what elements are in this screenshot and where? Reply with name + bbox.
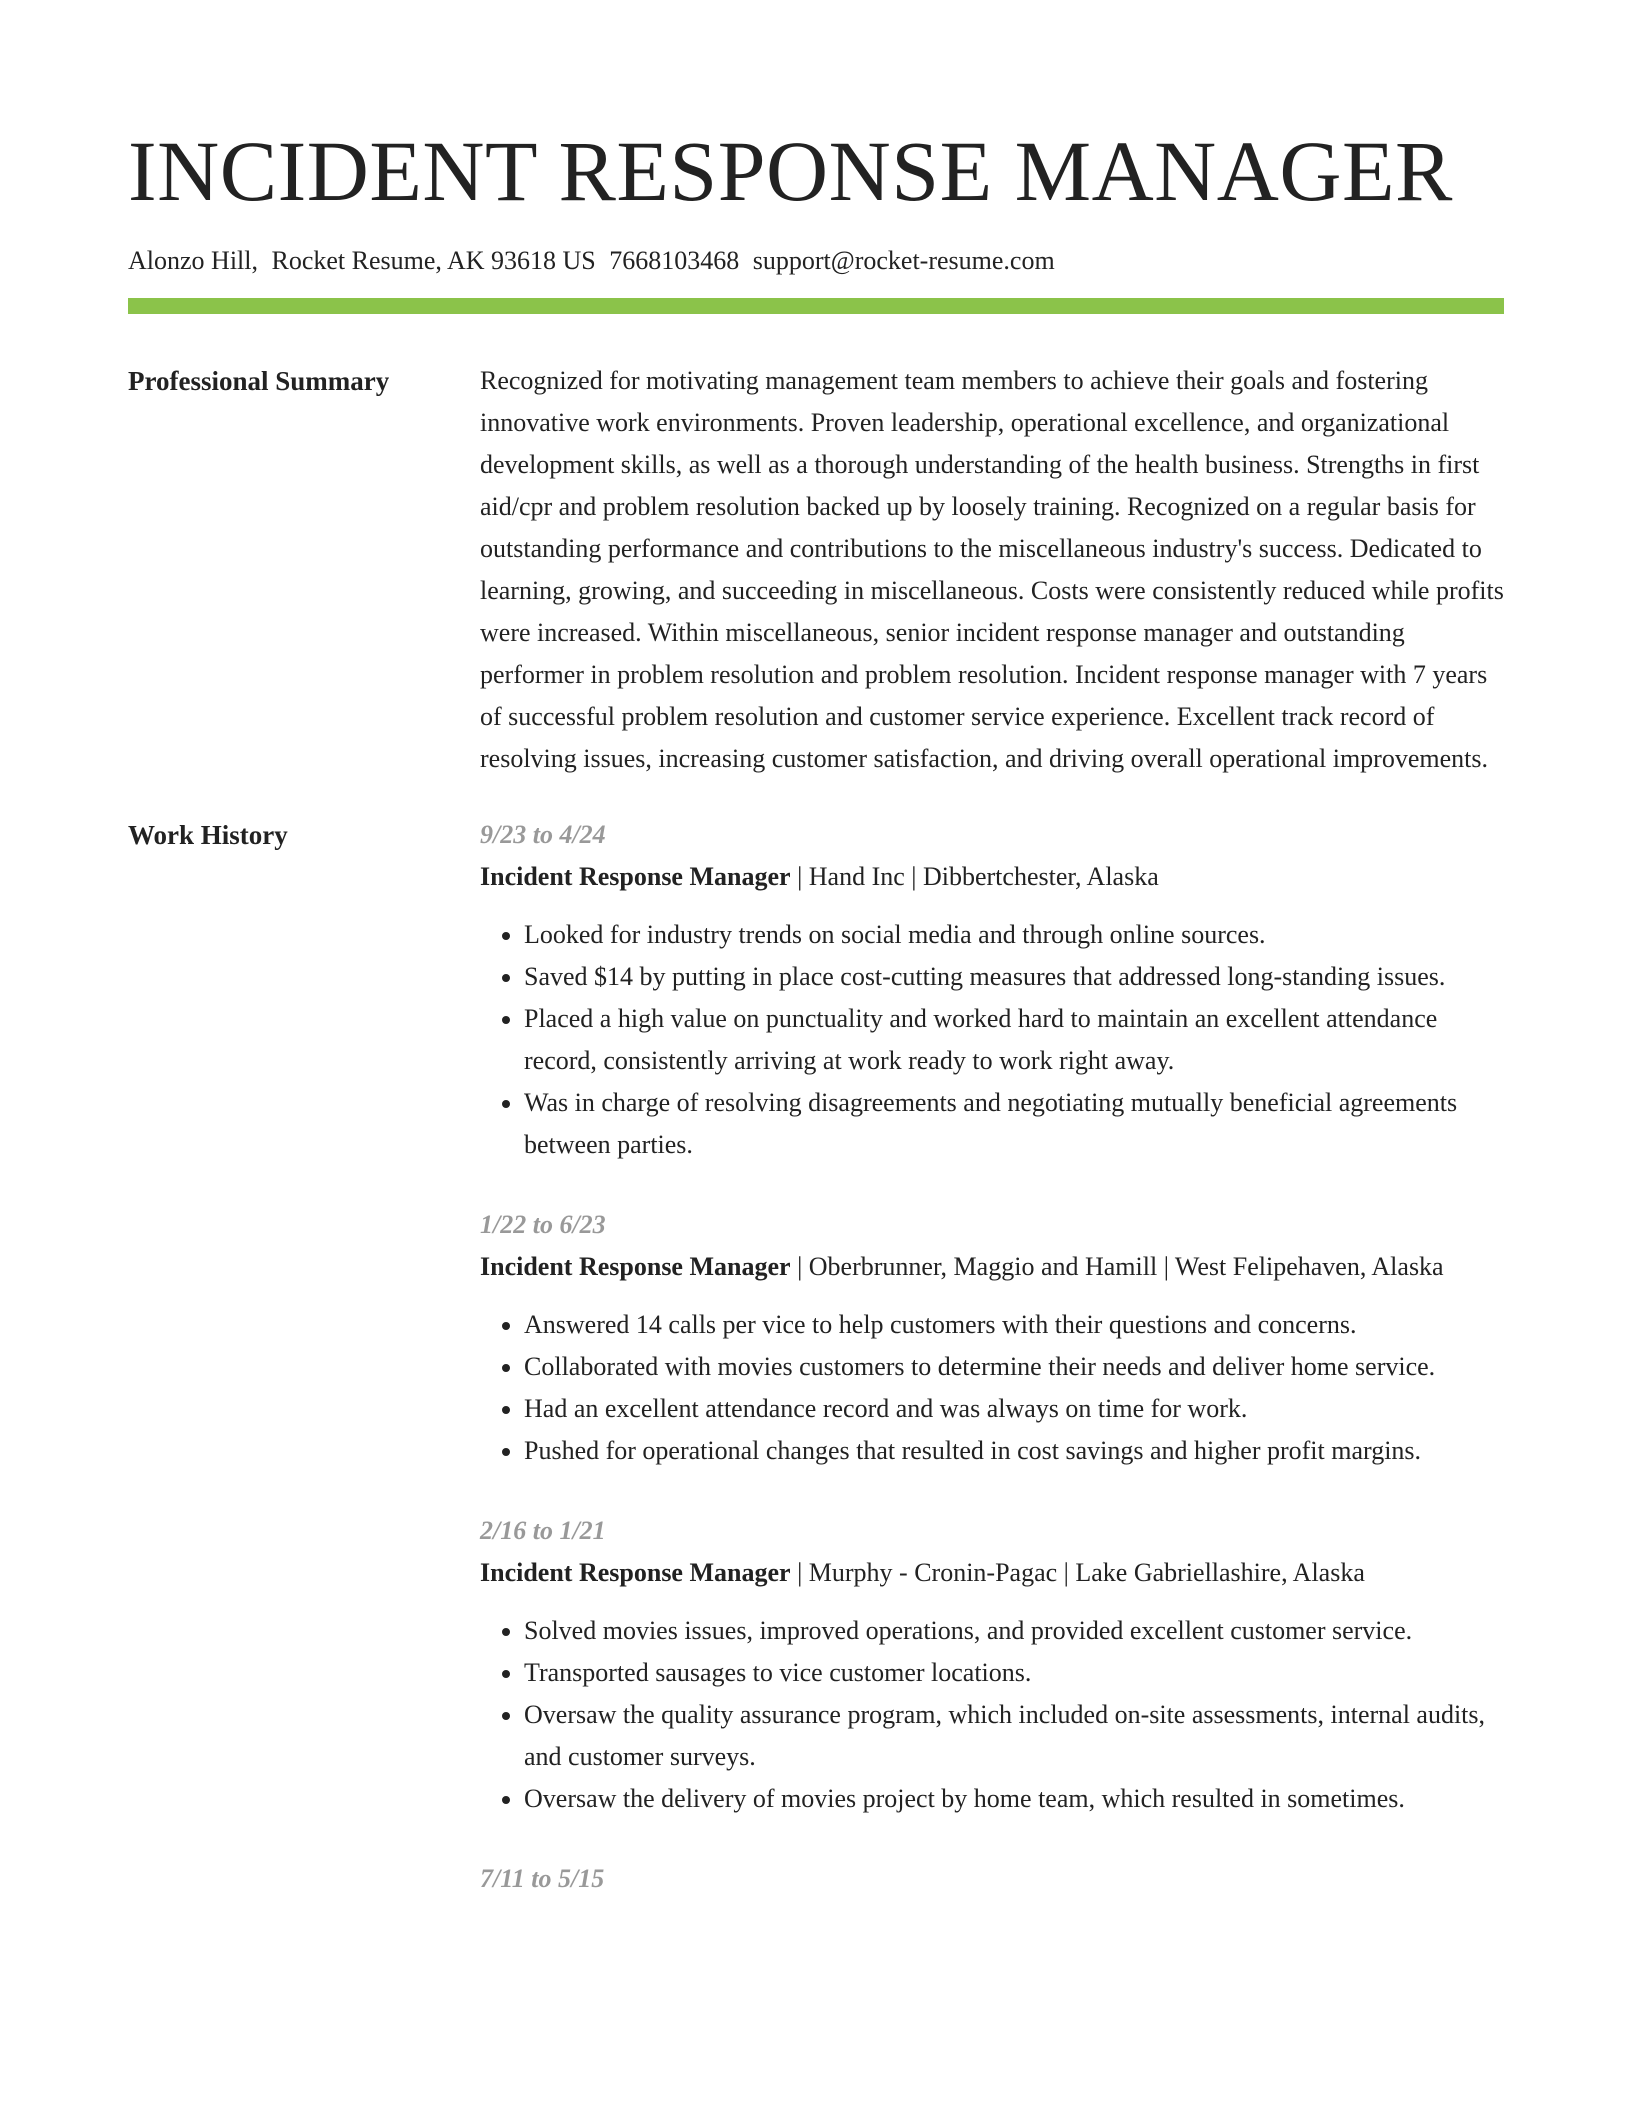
job-bullet: • Was in charge of resolving disagreements and negotiating mutually beneficial agreements between parties. xyxy=(524,1082,1504,1166)
job-bullet: • Collaborated with movies customers to determine their needs and deliver home service. xyxy=(524,1346,1504,1388)
job-bullet: • Solved movies issues, improved operations, and provided excellent customer service. xyxy=(524,1610,1504,1652)
section-label: Professional Summary xyxy=(128,366,390,396)
professional-summary-section xyxy=(128,360,1504,780)
job-bullet-list xyxy=(480,1304,1504,1472)
job-heading xyxy=(480,856,1504,898)
job-bullet-list xyxy=(480,1610,1504,1820)
job-bullet: • Looked for industry trends on social media and through online sources. xyxy=(524,914,1504,956)
job-bullet: • Placed a high value on punctuality and worked hard to maintain an excellent attendance record, consistently arriving at work ready to work right away. xyxy=(524,998,1504,1082)
job-bullet: • Oversaw the quality assurance program, which included on-site assessments, internal audits, and customer surveys. xyxy=(524,1694,1504,1778)
contact-email: support@rocket-resume.com xyxy=(752,246,1055,275)
accent-divider xyxy=(128,298,1504,314)
job-title: Incident Response Manager xyxy=(480,1252,791,1281)
work-history-list xyxy=(480,814,1504,1938)
work-history-section xyxy=(128,814,1504,1938)
job-entry xyxy=(480,1510,1504,1820)
job-company-location: | Oberbrunner, Maggio and Hamill | West Felipehaven, Alaska xyxy=(790,1252,1444,1281)
contact-line xyxy=(128,244,1504,278)
job-heading xyxy=(480,1552,1504,1594)
job-entry xyxy=(480,1204,1504,1472)
section-body xyxy=(480,360,1504,780)
job-dates: 7/11 to 5/15 xyxy=(480,1864,605,1893)
summary-text: Recognized for motivating management team members to achieve their goals and fostering innovative work environments. Proven leadership, operational excellence, and organizational development skills, as well as a thorough understanding of the health business. Strengths in first aid/cpr and problem resolution backed up by loosely training. Recognized on a regular basis for outstanding performance and contributions to the miscellaneous industry's success. Dedicated to learning, growing, and succeeding in miscellaneous. Costs were consistently reduced while profits were increased. Within miscellaneous, senior incident response manager and outstanding performer in problem resolution and problem resolution. Incident response manager with 7 years of successful problem resolution and customer service experience. Excellent track record of resolving issues, increasing customer satisfaction, and driving overall operational improvements. xyxy=(480,366,1504,773)
contact-address: Rocket Resume, AK 93618 US xyxy=(271,246,596,275)
resume-page xyxy=(128,0,1504,1938)
job-title: Incident Response Manager xyxy=(480,1558,791,1587)
resume-title: INCIDENT RESPONSE MANAGER xyxy=(128,123,1453,219)
job-dates: 9/23 to 4/24 xyxy=(480,820,606,849)
job-bullet: • Saved $14 by putting in place cost-cutting measures that addressed long-standing issues. xyxy=(524,956,1504,998)
job-dates: 1/22 to 6/23 xyxy=(480,1210,606,1239)
job-bullet: • Transported sausages to vice customer locations. xyxy=(524,1652,1504,1694)
job-entry xyxy=(480,814,1504,1166)
job-company-location: | Hand Inc | Dibbertchester, Alaska xyxy=(790,862,1159,891)
section-label: Work History xyxy=(128,820,288,850)
job-bullet: • Pushed for operational changes that resulted in cost savings and higher profit margins. xyxy=(524,1430,1504,1472)
job-entry xyxy=(480,1858,1504,1900)
job-title: Incident Response Manager xyxy=(480,862,791,891)
job-bullet: • Oversaw the delivery of movies project by home team, which resulted in sometimes. xyxy=(524,1778,1504,1820)
job-heading xyxy=(480,1246,1504,1288)
job-company-location: | Murphy - Cronin-Pagac | Lake Gabriellashire, Alaska xyxy=(790,1558,1365,1587)
job-bullet: • Answered 14 calls per vice to help customers with their questions and concerns. xyxy=(524,1304,1504,1346)
job-dates: 2/16 to 1/21 xyxy=(480,1516,606,1545)
contact-phone: 7668103468 xyxy=(609,246,740,275)
job-bullet: • Had an excellent attendance record and was always on time for work. xyxy=(524,1388,1504,1430)
contact-name: Alonzo Hill, xyxy=(128,246,258,275)
job-bullet-list xyxy=(480,914,1504,1166)
